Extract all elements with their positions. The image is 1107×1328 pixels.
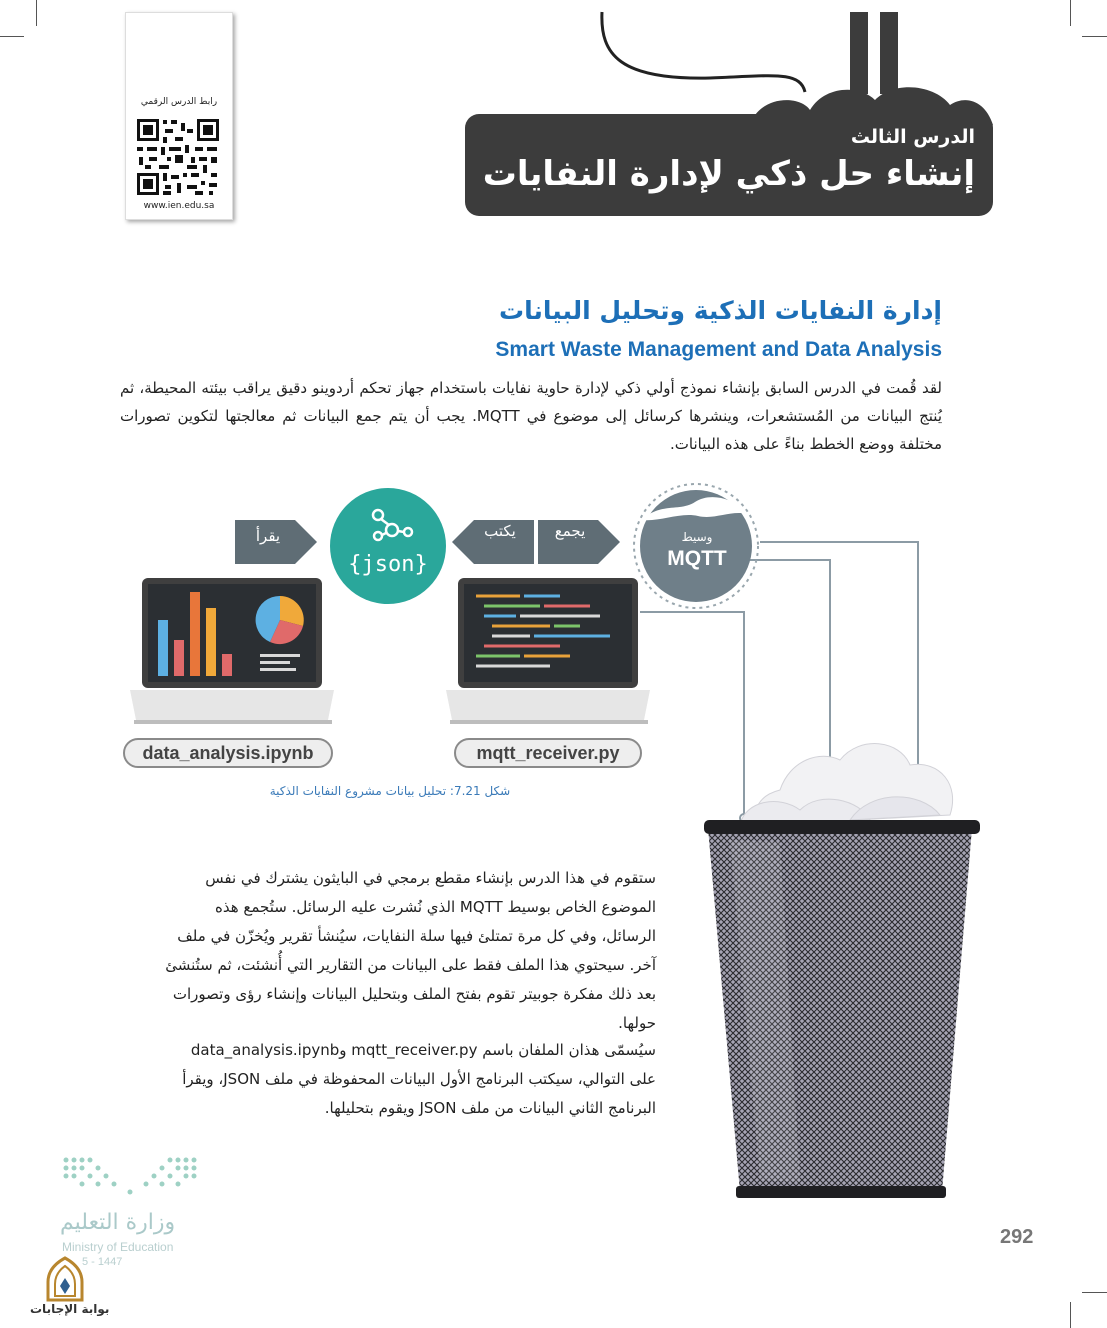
ministry-name-en: Ministry of Education xyxy=(62,1240,174,1254)
broker-label: وسيط xyxy=(681,530,713,544)
arrow-label-reads: يقرأ xyxy=(255,527,281,545)
broker-name: MQTT xyxy=(667,547,727,570)
portal-logo-icon xyxy=(44,1256,86,1302)
file-receiver-pill: mqtt_receiver.py xyxy=(454,738,642,768)
crop-mark xyxy=(0,36,24,37)
file-analysis-pill: data_analysis.ipynb xyxy=(123,738,333,768)
lesson-banner xyxy=(465,114,993,216)
crop-mark xyxy=(1070,0,1071,26)
plug-cable-icon xyxy=(560,0,1000,125)
intro-paragraph: لقد قُمت في الدرس السابق بإنشاء نموذج أولي ذكي لإدارة حاوية نفايات باستخدام جهاز تحكم أردوينو دقيق يراقب بيئته المحيطة، ثم يُنتج البيانات من المُستشعرات، وينشرها كرسائل إلى موضوع في MQTT. يجب أن يتم جمع البيانات ثم معالجتها لتكوين تصورات مختلفة ووضع الخطط بناءً على هذه البيانات. xyxy=(120,379,942,453)
figure-caption: شكل 7.21: تحليل بيانات مشروع النفايات الذكية xyxy=(269,784,511,798)
qr-url[interactable]: www.ien.edu.sa xyxy=(143,201,215,211)
edition-year: 5 - 1447 xyxy=(82,1256,123,1268)
laptop-code-icon xyxy=(446,578,650,724)
json-hub-icon xyxy=(330,488,446,604)
ministry-logo-icon xyxy=(62,1154,198,1200)
mqtt-broker-icon xyxy=(634,484,758,608)
section-heading-en: Smart Waste Management and Data Analysis xyxy=(495,338,942,361)
qr-label: رابط الدرس الرقمي xyxy=(140,97,218,107)
arrow-label-writes: يكتب xyxy=(484,522,516,540)
qr-card[interactable] xyxy=(125,12,233,220)
lesson-number: الدرس الثالث xyxy=(850,126,975,148)
body-paragraph-1: ستقوم في هذا الدرس بإنشاء مقطع برمجي في البايثون يشترك في نفس الموضوع الخاص بوسيط MQTT الذي نُشرت عليه الرسائل. ستُجمع هذه الرسائل، وفي كل مرة تمتلئ فيها سلة النفايات، سيُنشأ تقرير ويُخزّن في ملف آخر. سيحتوي هذا الملف فقط على البيانات من التقارير التي أُنشئت، ثم ستُنشئ بعد ذلك مفكرة جوبيتر تقوم بفتح الملف وبتحليل البيانات وإنشاء رؤى وتصورات حولها. xyxy=(165,869,656,1032)
json-label: {json} xyxy=(348,552,428,577)
qr-code-icon[interactable] xyxy=(135,117,221,197)
laptop-chart-icon xyxy=(130,578,334,724)
page-number: 292 xyxy=(1000,1226,1034,1248)
crop-mark xyxy=(1082,36,1107,37)
lesson-title: إنشاء حل ذكي لإدارة النفايات xyxy=(482,154,975,194)
arrow-label-collects: يجمع xyxy=(554,522,586,540)
crop-mark xyxy=(36,0,37,26)
ministry-name-ar: وزارة التعليم xyxy=(60,1210,176,1235)
section-heading-ar: إدارة النفايات الذكية وتحليل البيانات xyxy=(499,296,942,325)
crop-mark xyxy=(1070,1302,1071,1328)
crop-mark xyxy=(1082,1292,1107,1293)
portal-name[interactable]: بوابة الإجابات xyxy=(30,1302,110,1316)
body-paragraph-2: سيُسمّى هذان الملفان باسم mqtt_receiver.py وdata_analysis.ipynb على التوالي، سيكتب البرنامج الأول البيانات المحفوظة في ملف JSON، ويقرأ البرنامج الثاني البيانات من ملف JSON ويقوم بتحليلها. xyxy=(182,1041,656,1117)
trash-can-image xyxy=(700,730,985,1205)
